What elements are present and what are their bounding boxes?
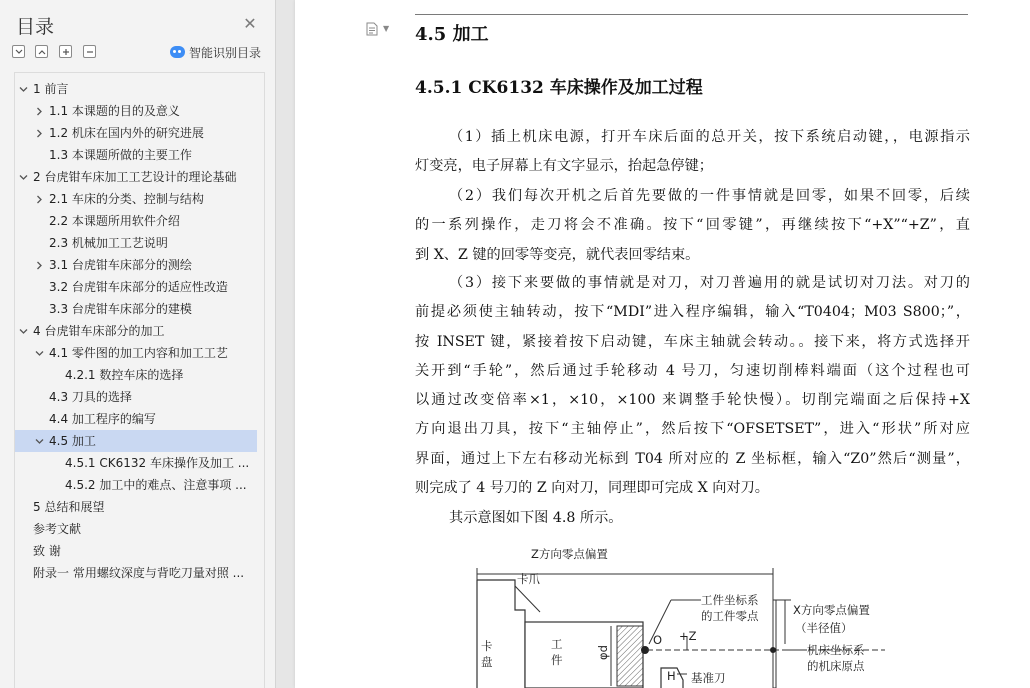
- toc-item-label: 参考文献: [33, 522, 82, 536]
- toc-item-label: 2.1 车床的分类、控制与结构: [49, 192, 204, 206]
- toc-item[interactable]: [15, 496, 265, 518]
- page-header-rule: [415, 14, 968, 15]
- toc-item-label: 4.5.2 加工中的难点、注意事项 ...: [65, 478, 247, 492]
- paragraph-line: （3）接下来要做的事情就是对刀，对刀普遍用的就是试切对刀法。对刀的: [449, 275, 970, 291]
- toc-item[interactable]: [15, 342, 265, 364]
- toc-item-label: 2.3 机械加工工艺说明: [49, 236, 168, 250]
- fig-label-ref-tool: 基准刀: [691, 671, 726, 685]
- add-entry-icon[interactable]: [59, 45, 72, 58]
- toc-item[interactable]: [15, 166, 265, 188]
- fig-label-chuck-jaw: 卡爪: [517, 572, 540, 586]
- fig-label-chuck: 卡: [481, 639, 493, 653]
- fig-label-x-offset: X方向零点偏置: [793, 603, 870, 617]
- toc-item-label: 4.3 刀具的选择: [49, 390, 132, 404]
- paragraph: [415, 269, 970, 503]
- fig-label-radius: （半径值）: [795, 621, 853, 635]
- toc-sidebar: [0, 0, 276, 688]
- fig-label-workpiece-2: 件: [551, 653, 563, 667]
- toc-item-label: 3.2 台虎钳车床部分的适应性改造: [49, 280, 228, 294]
- toc-item-label: 3.3 台虎钳车床部分的建模: [49, 302, 192, 316]
- smart-toc-button[interactable]: [170, 44, 261, 60]
- paragraph-line: 前提必须使主轴转动，按下“MDI”进入程序编辑，输入“T0404；M03 S800；”，: [415, 304, 970, 321]
- document-page: [295, 0, 1030, 688]
- toc-item[interactable]: [15, 408, 265, 430]
- paragraph: [415, 182, 970, 270]
- toc-item-label: 2 台虎钳车床加工工艺设计的理论基础: [33, 170, 237, 184]
- collapse-all-icon[interactable]: [35, 45, 48, 58]
- toc-title: 目录: [16, 16, 55, 38]
- toc-item-label: 5 总结和展望: [33, 500, 105, 514]
- paragraph: [415, 504, 970, 533]
- toc-item-label: 4.5.1 CK6132 车床操作及加工 ...: [65, 456, 250, 470]
- fig-label-work-zero: 的工件零点: [701, 609, 759, 623]
- toc-item[interactable]: [15, 232, 265, 254]
- toc-item[interactable]: [15, 122, 265, 144]
- fig-label-machine-coord: 机床坐标系: [807, 643, 865, 657]
- toc-item-label: 致 谢: [33, 544, 61, 558]
- document-note-icon[interactable]: [366, 22, 378, 36]
- toc-item-label: 4.4 加工程序的编写: [49, 412, 156, 426]
- toc-item[interactable]: [15, 430, 257, 452]
- paragraph-line: 按 INSET 键，紧接着按下启动键，车床主轴就会转动。。接下来，将方式选择开: [415, 333, 970, 350]
- note-dropdown-icon[interactable]: ▼: [383, 24, 390, 33]
- smart-toc-label: 智能识别目录: [189, 45, 262, 60]
- paragraph-line: 灯变亮，电子屏幕上有文字显示，抬起急停键；: [415, 158, 713, 175]
- toc-item[interactable]: [15, 320, 265, 342]
- paragraph-line: 方向退出刀具，按下“主轴停止”，然后按下“OFSETSET”，进入“形状”所对应: [415, 421, 970, 438]
- robot-icon: [170, 46, 185, 58]
- expand-all-icon[interactable]: [12, 45, 25, 58]
- chevron-down-icon[interactable]: [19, 327, 28, 336]
- toc-item[interactable]: [15, 518, 265, 540]
- toc-item-label: 4 台虎钳车床部分的加工: [33, 324, 165, 338]
- fig-label-origin-o: O: [653, 633, 663, 647]
- toc-item[interactable]: [15, 100, 265, 122]
- fig-label-work-coord: 工件坐标系: [701, 593, 759, 607]
- chevron-down-icon[interactable]: [19, 173, 28, 182]
- paragraph-line: 到 X、Z 键的回零等变亮，就代表回零结束。: [415, 246, 700, 263]
- paragraph-line: 其示意图如下图 4.8 所示。: [449, 510, 623, 526]
- chevron-down-icon[interactable]: [35, 349, 44, 358]
- toc-item-label: 1 前言: [33, 82, 69, 96]
- toc-item-label: 1.3 本课题所做的主要工作: [49, 148, 192, 162]
- toc-item[interactable]: [15, 386, 265, 408]
- toc-item[interactable]: [15, 78, 265, 100]
- paragraph-line: （2）我们每次开机之后首先要做的一件事情就是回零，如果不回零，后续: [449, 188, 970, 204]
- toc-item-label: 4.2.1 数控车床的选择: [65, 368, 184, 382]
- toc-item-label: 1.2 机床在国内外的研究进展: [49, 126, 204, 140]
- chevron-right-icon[interactable]: [35, 195, 44, 204]
- chevron-down-icon[interactable]: [35, 437, 44, 446]
- chevron-right-icon[interactable]: [35, 107, 44, 116]
- toc-item[interactable]: [15, 452, 265, 474]
- fig-label-z-offset: Z方向零点偏置: [531, 547, 608, 561]
- toc-item[interactable]: [15, 364, 265, 386]
- fig-label-phi-d: φd: [596, 645, 610, 660]
- toc-item[interactable]: [15, 276, 265, 298]
- toc-item-label: 3.1 台虎钳车床部分的测绘: [49, 258, 192, 272]
- paragraph-line: 关开到“手轮”，然后通过手轮移动 4 号刀，匀速切削棒料端面（这个过程也可: [415, 362, 970, 379]
- subsection-heading: 4.5.1 CK6132 车床操作及加工过程: [415, 78, 703, 98]
- paragraph-line: （1）插上机床电源，打开车床后面的总开关，按下系统启动键，，电源指示: [449, 129, 970, 145]
- toc-item[interactable]: [15, 210, 265, 232]
- toc-tree: [14, 72, 265, 688]
- chevron-right-icon[interactable]: [35, 261, 44, 270]
- paragraph-line: 则完成了 4 号刀的 Z 向对刀，同理即可完成 X 向对刀。: [415, 480, 769, 497]
- fig-label-chuck-2: 盘: [481, 655, 493, 669]
- fig-label-plus-z: +Z: [679, 629, 697, 643]
- toc-item-label: 2.2 本课题所用软件介绍: [49, 214, 180, 228]
- document-area: [277, 0, 1030, 688]
- toc-item[interactable]: [15, 298, 265, 320]
- toc-item-label: 4.5 加工: [49, 434, 96, 448]
- toc-item[interactable]: [15, 254, 265, 276]
- fig-label-workpiece: 工: [551, 637, 563, 651]
- toc-item-label: 附录一 常用螺纹深度与背吃刀量对照 ...: [33, 566, 245, 580]
- chevron-down-icon[interactable]: [19, 85, 28, 94]
- paragraph-line: 以通过改变倍率×1，×10，×100 来调整手轮快慢）。切削完端面之后保持+X: [415, 392, 970, 409]
- fig-label-machine-origin: 的机床原点: [807, 659, 865, 673]
- toc-item[interactable]: [15, 144, 265, 166]
- toc-item[interactable]: [15, 474, 265, 496]
- close-sidebar-icon[interactable]: ✕: [243, 14, 257, 33]
- toc-item[interactable]: [15, 188, 265, 210]
- toc-item[interactable]: [15, 540, 265, 562]
- toc-item[interactable]: [15, 562, 265, 584]
- toc-item-label: 1.1 本课题的目的及意义: [49, 104, 180, 118]
- section-heading: 4.5 加工: [415, 24, 489, 45]
- fig-label-h: H: [667, 669, 676, 683]
- remove-entry-icon[interactable]: [83, 45, 96, 58]
- paragraph-line: 的一系列操作，走刀将会不准确。按下“回零键”，再继续按下“+X”“+Z”，直: [415, 217, 970, 234]
- chevron-right-icon[interactable]: [35, 129, 44, 138]
- toc-item-label: 4.1 零件图的加工内容和加工工艺: [49, 346, 228, 360]
- lathe-coordinate-figure: [465, 540, 905, 688]
- paragraph: [415, 123, 970, 182]
- paragraph-line: 界面，通过上下左右移动光标到 T04 所对应的 Z 坐标框，输入“Z0”然后“测量”，: [415, 450, 970, 467]
